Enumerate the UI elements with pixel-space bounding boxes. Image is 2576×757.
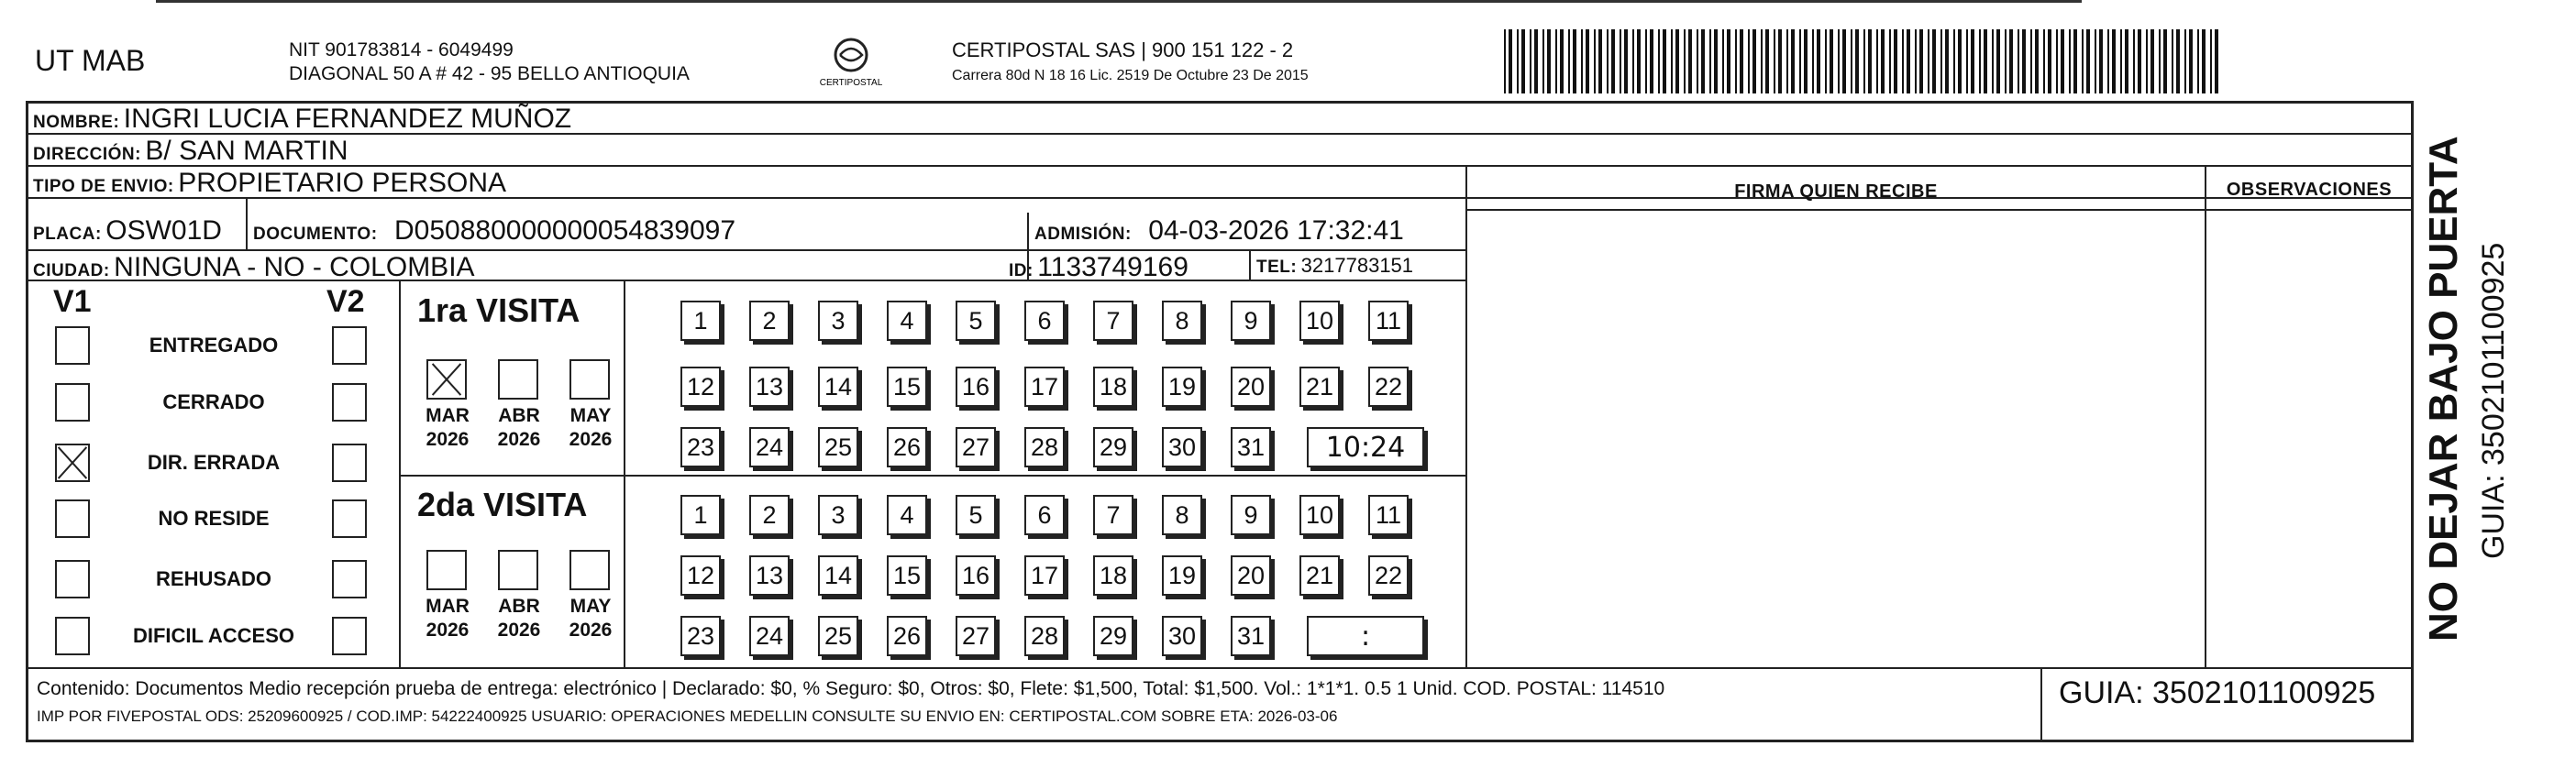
first-visit-day[interactable]: 8	[1162, 301, 1202, 341]
second-visit-day[interactable]: 23	[680, 616, 721, 656]
name-row	[33, 104, 571, 135]
first-visit-day[interactable]: 14	[818, 367, 858, 407]
id-label: ID:	[1009, 261, 1034, 280]
month-year: 2026	[497, 429, 541, 450]
first-visit-day[interactable]: 1	[680, 301, 721, 341]
rule-4	[28, 249, 1467, 251]
status-label: DIR. ERRADA	[147, 451, 281, 474]
observaciones-header: OBSERVACIONES	[2226, 180, 2393, 200]
second-visit-day[interactable]: 12	[680, 555, 721, 596]
tel-value: 3217783151	[1300, 254, 1414, 277]
first-visit-day[interactable]: 26	[887, 427, 927, 467]
v1-header: V1	[53, 284, 92, 319]
v2-checkbox[interactable]	[332, 444, 367, 482]
firma-header: FIRMA QUIEN RECIBE	[1734, 181, 1938, 202]
second-visit-day[interactable]: 30	[1162, 616, 1202, 656]
first-visit-day[interactable]: 31	[1231, 427, 1271, 467]
month-label: MAR	[426, 596, 470, 617]
second-visit-day[interactable]: 6	[1024, 495, 1065, 535]
first-visit-day[interactable]: 19	[1162, 367, 1202, 407]
status-label: DIFICIL ACCESO	[132, 624, 294, 647]
first-visit-day[interactable]: 28	[1024, 427, 1065, 467]
month-divider	[624, 280, 625, 667]
status-label: NO RESIDE	[158, 507, 270, 530]
first-visit-day[interactable]: 20	[1231, 367, 1271, 407]
placa-row	[33, 215, 222, 247]
second-visit-day[interactable]: 24	[749, 616, 790, 656]
first-visit-day[interactable]: 2	[749, 301, 790, 341]
city-value: NINGUNA - NO - COLOMBIA	[114, 252, 475, 282]
second-visit-day[interactable]: 17	[1024, 555, 1065, 596]
first-visit-day[interactable]: 7	[1093, 301, 1133, 341]
month-label: MAY	[569, 596, 612, 617]
tel-label: TEL:	[1256, 258, 1298, 277]
first-visit-day[interactable]: 22	[1368, 367, 1409, 407]
placa-label: PLACA:	[33, 225, 102, 244]
top-rule	[156, 0, 2082, 3]
first-month-checkbox[interactable]	[498, 359, 538, 400]
status-label: REHUSADO	[156, 567, 271, 590]
company-license: Carrera 80d N 18 16 Lic. 2519 De Octubre 23 De 2015	[952, 68, 1309, 83]
col-firma-left	[1465, 165, 1467, 667]
second-month-checkbox[interactable]	[569, 550, 610, 590]
first-visit-day[interactable]: 4	[887, 301, 927, 341]
v2-checkbox[interactable]	[332, 617, 367, 655]
month-year: 2026	[497, 620, 541, 641]
second-visit-day[interactable]: 3	[818, 495, 858, 535]
rule-footer	[28, 667, 2412, 669]
first-visit-day[interactable]: 12	[680, 367, 721, 407]
first-visit-day[interactable]: 17	[1024, 367, 1065, 407]
second-visit-day[interactable]: 13	[749, 555, 790, 596]
status-label: ENTREGADO	[149, 334, 279, 357]
month-year: 2026	[426, 429, 470, 450]
second-visit-day[interactable]: 1	[680, 495, 721, 535]
adm-row	[1034, 215, 1404, 247]
first-visit-day[interactable]: 24	[749, 427, 790, 467]
tel-row	[1256, 254, 1413, 278]
v2-checkbox[interactable]	[332, 499, 367, 538]
second-visit-day[interactable]: 15	[887, 555, 927, 596]
v1-checkbox[interactable]	[55, 326, 90, 365]
second-visit-day[interactable]: 25	[818, 616, 858, 656]
second-visit-day[interactable]: 8	[1162, 495, 1202, 535]
first-visit-day[interactable]: 21	[1299, 367, 1340, 407]
footer-divider	[2040, 667, 2042, 742]
city-row	[33, 252, 475, 283]
status-divider	[399, 280, 401, 667]
first-visit-title: 1ra VISITA	[417, 291, 580, 329]
v2-header: V2	[326, 284, 365, 319]
name-label: NOMBRE:	[33, 113, 120, 132]
nit-text: NIT 901783814 - 6049499	[289, 39, 514, 60]
first-visit-day[interactable]: 10	[1299, 301, 1340, 341]
first-visit-day[interactable]: 30	[1162, 427, 1202, 467]
side-guia: GUIA: 3502101100925	[2476, 242, 2511, 559]
col-observ-left	[2205, 165, 2206, 667]
second-visit-day[interactable]: 29	[1093, 616, 1133, 656]
first-visit-day[interactable]: 11	[1368, 301, 1409, 341]
sender-address: DIAGONAL 50 A # 42 - 95 BELLO ANTIOQUIA	[289, 63, 690, 84]
tel-divider	[1249, 249, 1251, 280]
second-visit-day[interactable]: 28	[1024, 616, 1065, 656]
second-visit-day[interactable]: 20	[1231, 555, 1271, 596]
month-label: ABR	[498, 405, 540, 426]
first-visit-day[interactable]: 5	[956, 301, 996, 341]
id-row	[1009, 252, 1188, 283]
second-visit-day[interactable]: 4	[887, 495, 927, 535]
second-visit-day[interactable]: 11	[1368, 495, 1409, 535]
name-value: INGRI LUCIA FERNANDEZ MUÑOZ	[123, 104, 572, 134]
second-visit-day[interactable]: 7	[1093, 495, 1133, 535]
second-visit-day[interactable]: 2	[749, 495, 790, 535]
second-visit-day[interactable]: 10	[1299, 495, 1340, 535]
first-visit-day[interactable]: 29	[1093, 427, 1133, 467]
month-label: ABR	[498, 596, 540, 617]
first-visit-day[interactable]: 6	[1024, 301, 1065, 341]
second-visit-day[interactable]: 9	[1231, 495, 1271, 535]
tipo-value: PROPIETARIO PERSONA	[178, 168, 507, 198]
adm-label: ADMISIÓN:	[1034, 225, 1132, 244]
address-label: DIRECCIÓN:	[33, 145, 141, 164]
v1-checkbox[interactable]	[55, 383, 90, 422]
v1-checkbox[interactable]	[55, 499, 90, 538]
second-visit-day[interactable]: 31	[1231, 616, 1271, 656]
rule-col-head	[1467, 209, 2412, 211]
first-visit-day[interactable]: 25	[818, 427, 858, 467]
second-visit-day[interactable]: 19	[1162, 555, 1202, 596]
logo-text: CERTIPOSTAL	[819, 78, 883, 88]
second-visit-time[interactable]: :	[1307, 616, 1424, 656]
first-visit-day[interactable]: 13	[749, 367, 790, 407]
second-visit-day[interactable]: 16	[956, 555, 996, 596]
doc-row	[253, 215, 735, 247]
second-visit-day[interactable]: 22	[1368, 555, 1409, 596]
company-name: CERTIPOSTAL SAS | 900 151 122 - 2	[952, 38, 1294, 61]
v1-checkbox[interactable]	[55, 617, 90, 655]
status-label: CERRADO	[162, 390, 265, 413]
v1-checkbox[interactable]	[55, 560, 90, 598]
city-label: CIUDAD:	[33, 261, 110, 280]
second-visit-day[interactable]: 5	[956, 495, 996, 535]
first-visit-time[interactable]: 10:24	[1307, 427, 1424, 467]
adm-value: 04-03-2026 17:32:41	[1148, 215, 1404, 246]
barcode	[1504, 29, 2225, 93]
no-dejar-warning: NO DEJAR BAJO PUERTA	[2421, 136, 2466, 642]
first-visit-day[interactable]: 15	[887, 367, 927, 407]
second-visit-day[interactable]: 14	[818, 555, 858, 596]
month-year: 2026	[569, 429, 613, 450]
second-visit-day[interactable]: 27	[956, 616, 996, 656]
first-visit-day[interactable]: 3	[818, 301, 858, 341]
second-visit-day[interactable]: 26	[887, 616, 927, 656]
footer-guia: GUIA: 3502101100925	[2059, 675, 2376, 710]
second-month-checkbox[interactable]	[498, 550, 538, 590]
first-month-checkbox[interactable]	[569, 359, 610, 400]
first-visit-day[interactable]: 23	[680, 427, 721, 467]
second-month-checkbox[interactable]	[426, 550, 467, 590]
first-visit-day[interactable]: 18	[1093, 367, 1133, 407]
month-label: MAR	[426, 405, 470, 426]
placa-divider	[246, 197, 248, 249]
certipostal-logo	[814, 35, 888, 97]
footer-content: Contenido: Documentos Medio recepción prueba de entrega: electrónico | Declarado: $0, % Seguro: $0, Otros: $0, Flete: $1,500, Total: $1,500. Vol.: 1*1*1. 0.5 1 Unid. COD. POSTAL: 114510	[37, 678, 1665, 699]
doc-value: D050880000000054839097	[394, 215, 736, 246]
v2-checkbox[interactable]	[332, 326, 367, 365]
ut-label: UT MAB	[35, 44, 146, 77]
sender-info	[289, 38, 690, 86]
placa-value: OSW01D	[105, 215, 222, 246]
tipo-label: TIPO DE ENVIO:	[33, 177, 174, 196]
month-year: 2026	[569, 620, 613, 641]
first-visit-day[interactable]: 16	[956, 367, 996, 407]
second-visit-day[interactable]: 18	[1093, 555, 1133, 596]
v2-checkbox[interactable]	[332, 383, 367, 422]
second-visit-day[interactable]: 21	[1299, 555, 1340, 596]
footer-imp: IMP POR FIVEPOSTAL ODS: 25209600925 / COD.IMP: 54222400925 USUARIO: OPERACIONES MEDELLIN CONSULTE SU ENVIO EN: CERTIPOSTAL.COM SOBRE ETA: 2026-03-06	[37, 708, 1338, 725]
doc-label: DOCUMENTO:	[253, 225, 378, 244]
rule-visit-split	[399, 475, 1467, 477]
first-visit-day[interactable]: 9	[1231, 301, 1271, 341]
first-visit-day[interactable]: 27	[956, 427, 996, 467]
v2-checkbox[interactable]	[332, 560, 367, 598]
first-month-checkbox[interactable]	[426, 359, 467, 400]
tipo-row	[33, 168, 506, 199]
address-row	[33, 136, 348, 167]
month-label: MAY	[569, 405, 612, 426]
v1-checkbox[interactable]	[55, 444, 90, 482]
address-value: B/ SAN MARTIN	[145, 136, 348, 166]
month-year: 2026	[426, 620, 470, 641]
rule-2	[28, 165, 2412, 167]
id-value: 1133749169	[1037, 252, 1188, 282]
second-visit-title: 2da VISITA	[417, 486, 588, 523]
